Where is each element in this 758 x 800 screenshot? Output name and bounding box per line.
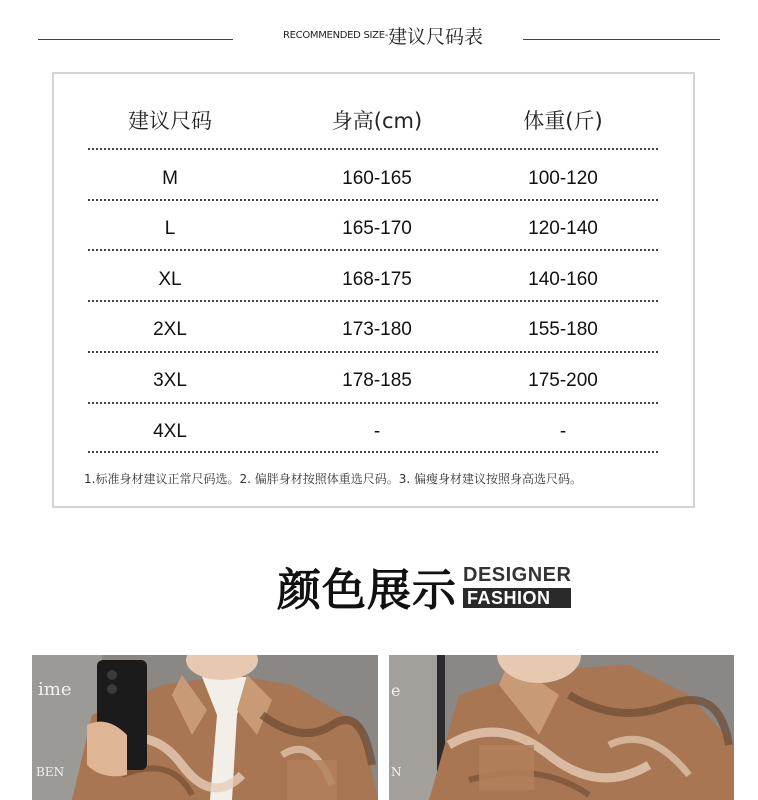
table-divider (88, 199, 658, 201)
table-divider (88, 300, 658, 302)
table-row (88, 154, 658, 204)
height-cell: 173-180 (342, 319, 412, 340)
table-row (88, 356, 658, 406)
height-cell: 165-170 (342, 218, 412, 239)
table-row (88, 204, 658, 254)
background-text: N (391, 765, 402, 779)
table-row (88, 407, 658, 457)
column-header-weight: 体重(斤) (523, 109, 603, 133)
size-chart-heading (248, 22, 518, 49)
table-divider (88, 351, 658, 353)
weight-cell: - (559, 421, 567, 442)
table-divider (88, 402, 658, 404)
size-cell: M (162, 168, 178, 189)
background-text: e (391, 681, 401, 700)
size-cell: L (164, 218, 176, 239)
column-header-height: 身高(cm) (331, 109, 423, 133)
height-cell: 160-165 (342, 168, 412, 189)
table-row (88, 305, 658, 355)
table-divider (88, 148, 658, 150)
product-photo-front (32, 655, 378, 800)
table-divider (88, 249, 658, 251)
header-line-right (523, 39, 720, 40)
weight-cell: 140-160 (528, 269, 598, 290)
weight-cell: 155-180 (528, 319, 598, 340)
designer-fashion-tag (463, 564, 571, 608)
product-photo-side (389, 655, 734, 800)
height-cell: 168-175 (342, 269, 412, 290)
size-cell: 2XL (153, 319, 187, 340)
designer-label: DESIGNER (463, 564, 572, 586)
height-cell: 178-185 (342, 370, 412, 391)
heading-chinese: 建议尺码表 (388, 26, 484, 48)
table-row (88, 255, 658, 305)
column-header-size: 建议尺码 (128, 109, 212, 133)
table-divider (88, 451, 658, 453)
background-text: BEN (36, 765, 65, 779)
size-cell: XL (158, 269, 182, 290)
header-line-left (38, 39, 233, 40)
fashion-label: FASHION (463, 588, 571, 608)
size-cell: 4XL (153, 421, 187, 442)
color-display-title: 颜色展示 (277, 565, 457, 616)
table-header-row (88, 92, 658, 148)
sizing-note: 1.标准身材建议正常尺码选。2. 偏胖身材按照体重选尺码。3. 偏瘦身材建议按照身高选尺码。 (84, 472, 582, 486)
height-cell: - (373, 421, 381, 442)
weight-cell: 100-120 (528, 168, 598, 189)
weight-cell: 175-200 (528, 370, 598, 391)
size-chart-box (52, 72, 695, 508)
background-text: ime (38, 679, 72, 700)
heading-english: RECOMMENDED SIZE- (282, 30, 389, 41)
weight-cell: 120-140 (528, 218, 598, 239)
size-cell: 3XL (153, 370, 187, 391)
color-display-heading (277, 560, 572, 616)
